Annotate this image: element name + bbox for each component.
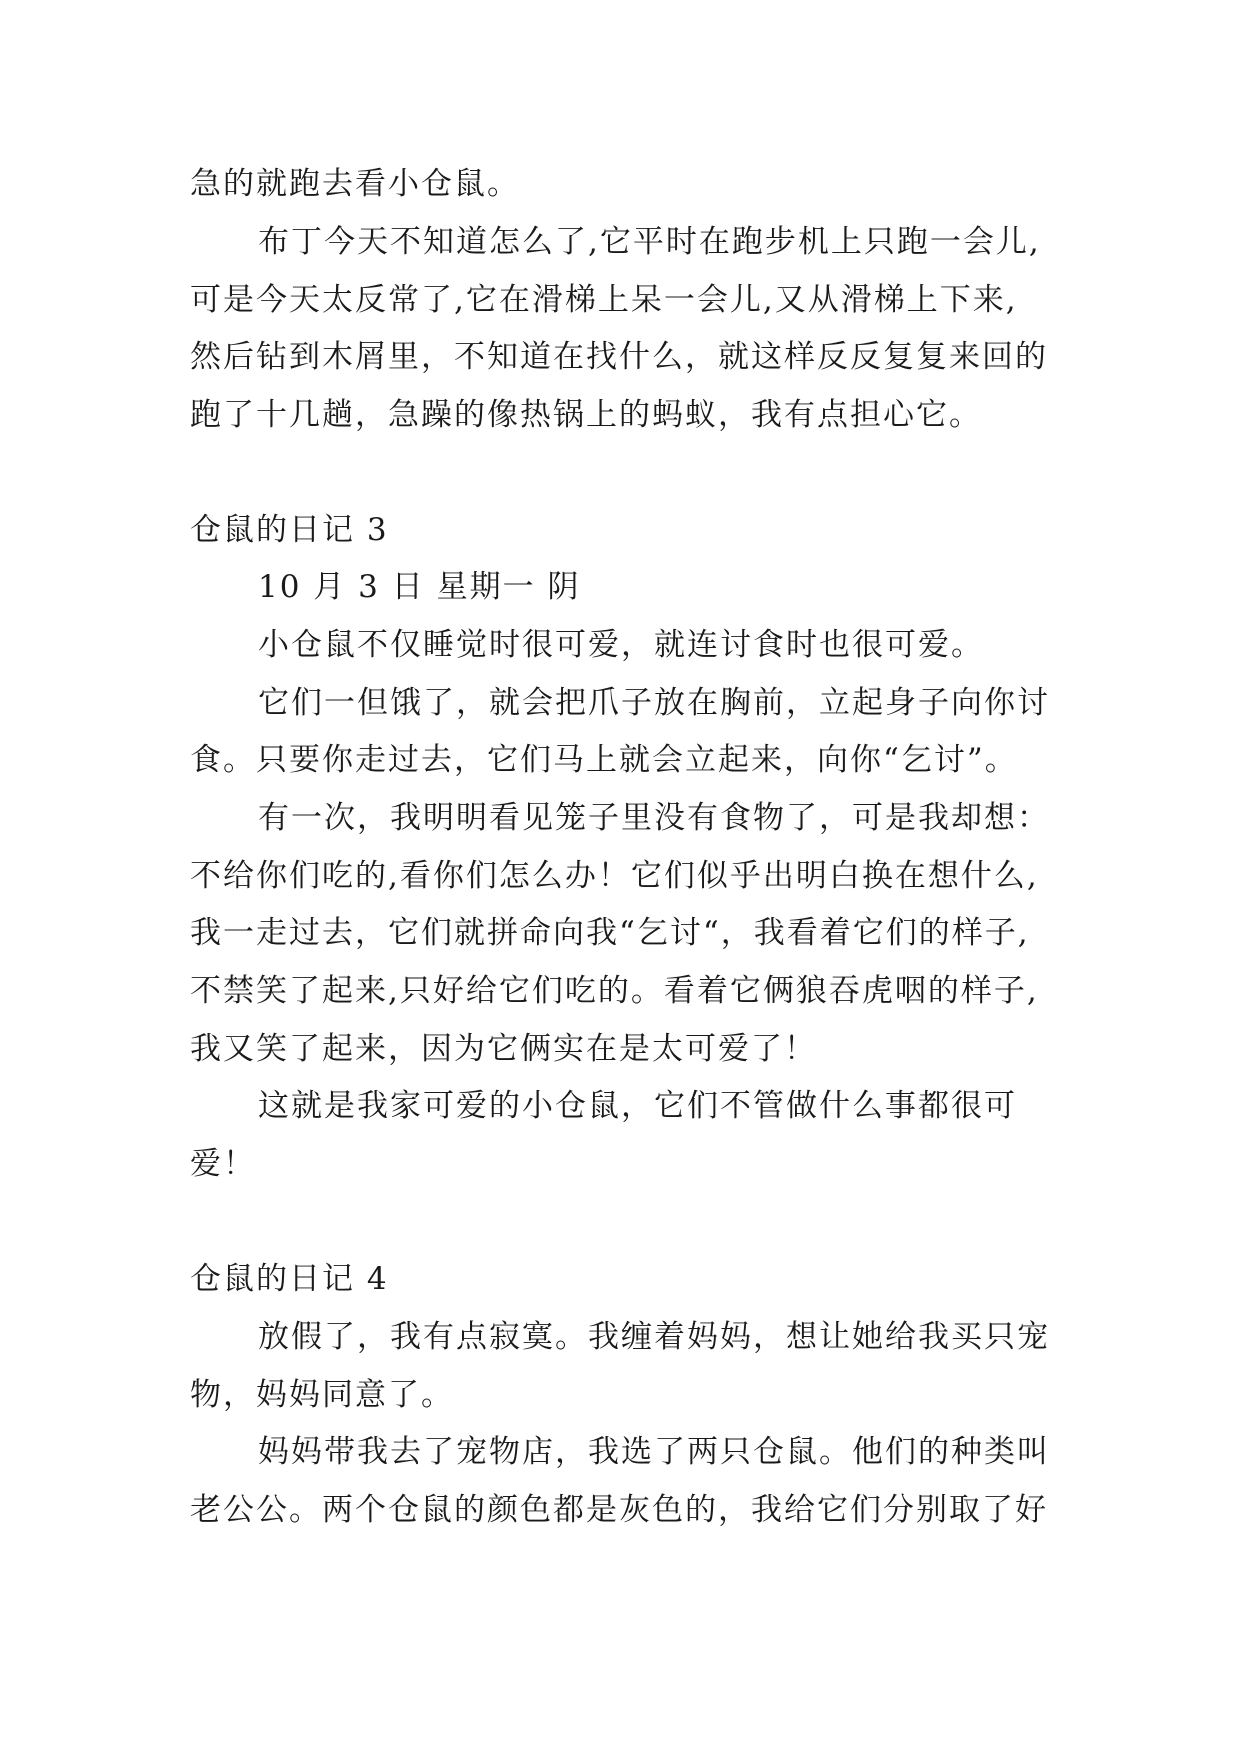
text-line-15: 我又笑了起来，因为它俩实在是太可爱了！ <box>190 1031 817 1067</box>
text-line-3: 可是今天太反常了,它在滑梯上呆一会儿,又从滑梯上下来, <box>190 282 1018 318</box>
text-line-14: 不禁笑了起来,只好给它们吃的。看着它俩狼吞虎咽的样子, <box>190 973 1039 1009</box>
text-line-2: 布丁今天不知道怎么了,它平时在跑步机上只跑一会儿, <box>258 224 1041 260</box>
text-line-10: 食。只要你走过去，它们马上就会立起来，向你“乞讨”。 <box>190 742 1018 778</box>
text-line-9: 它们一但饿了，就会把爪子放在胸前，立起身子向你讨 <box>258 685 1050 721</box>
text-line-22: 老公公。两个仓鼠的颜色都是灰色的，我给它们分别取了好 <box>190 1492 1048 1528</box>
section-heading-diary-3: 仓鼠的日记 3 <box>190 512 389 548</box>
text-line-19: 放假了，我有点寂寞。我缠着妈妈，想让她给我买只宠 <box>258 1319 1050 1355</box>
text-line-21: 妈妈带我去了宠物店，我选了两只仓鼠。他们的种类叫 <box>258 1434 1050 1470</box>
diary-3-date: 10 月 3 日 星期一 阴 <box>258 569 581 605</box>
text-line-8: 小仓鼠不仅睡觉时很可爱，就连讨食时也很可爱。 <box>258 627 984 663</box>
text-line-11: 有一次，我明明看见笼子里没有食物了，可是我却想： <box>258 800 1050 836</box>
text-line-12: 不给你们吃的,看你们怎么办！它们似乎出明白换在想什么, <box>190 858 1039 894</box>
text-line-13: 我一走过去，它们就拼命向我“乞讨“，我看着它们的样子, <box>190 915 1030 951</box>
text-line-4: 然后钻到木屑里，不知道在找什么，就这样反反复复来回的 <box>190 339 1048 375</box>
text-line-17: 爱！ <box>190 1146 256 1182</box>
text-line-20: 物，妈妈同意了。 <box>190 1377 454 1413</box>
text-line-5: 跑了十几趟，急躁的像热锅上的蚂蚁，我有点担心它。 <box>190 397 982 433</box>
text-line-1: 急的就跑去看小仓鼠。 <box>190 166 520 202</box>
section-heading-diary-4: 仓鼠的日记 4 <box>190 1261 389 1297</box>
text-line-16: 这就是我家可爱的小仓鼠，它们不管做什么事都很可 <box>258 1088 1017 1124</box>
